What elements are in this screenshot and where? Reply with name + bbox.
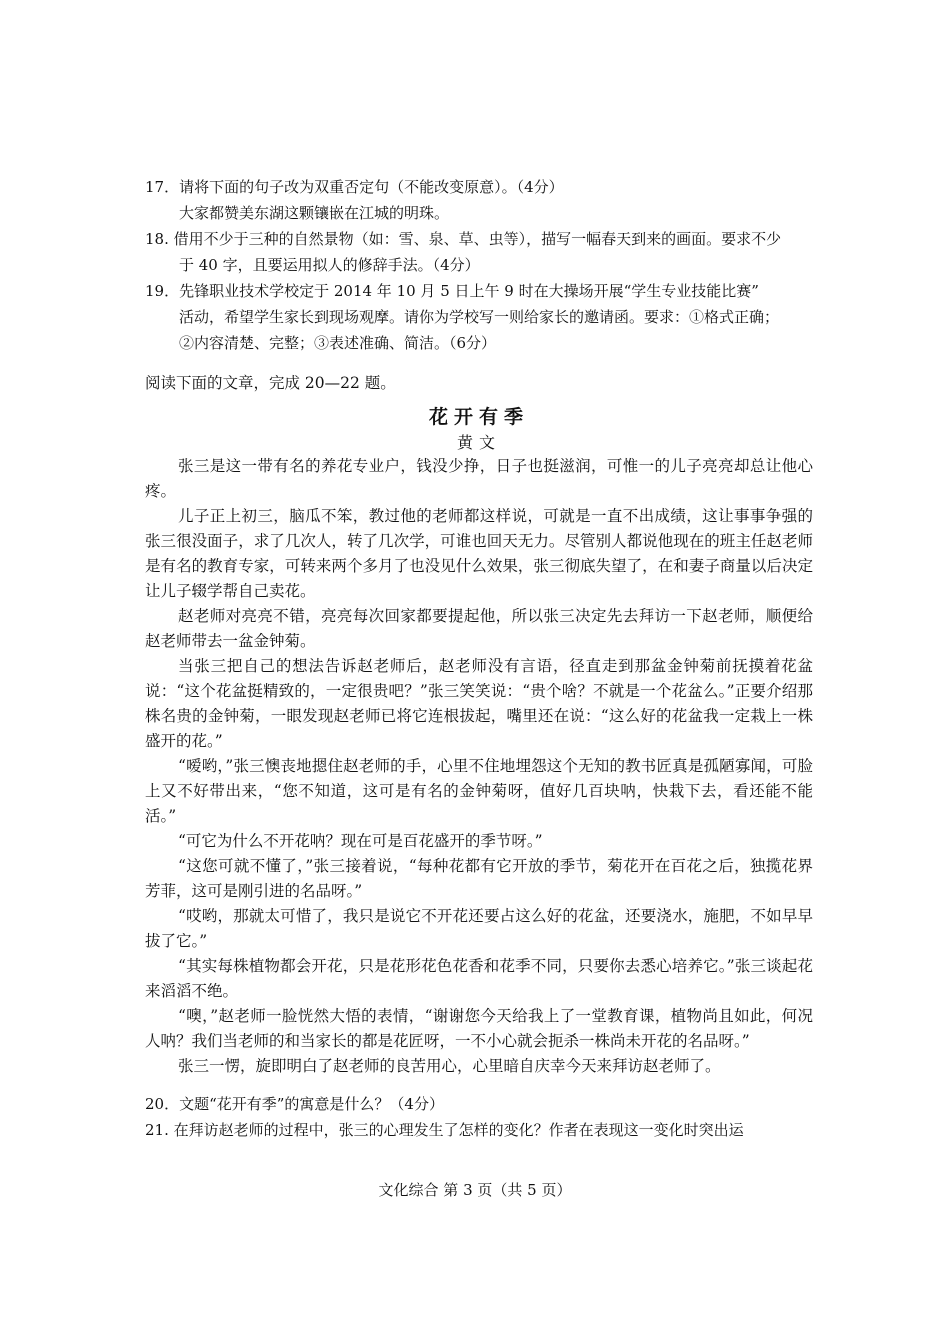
page-footer: 文化综合 第 3 页（共 5 页） bbox=[378, 1181, 572, 1199]
question-19-continuation: 活动，希望学生家长到现场观摩。请你为学校写一则给家长的邀请函。要求：①格式正确； bbox=[179, 308, 780, 326]
question-21: 21. 在拜访赵老师的过程中，张三的心理发生了怎样的变化？作者在表现这一变化时突出运 bbox=[145, 1121, 744, 1139]
article-paragraph: “这您可就不懂了，”张三接着说，“每种花都有它开放的季节，菊花开在百花之后，独揽花界芳菲，这可是刚引进的名品呀。” bbox=[145, 857, 813, 900]
question-17-sentence: 大家都赞美东湖这颗镶嵌在江城的明珠。 bbox=[179, 204, 450, 222]
article-paragraph: 当张三把自己的想法告诉赵老师后，赵老师没有言语，径直走到那盆金钟菊前抚摸着花盆说：“这个花盆挺精致的，一定很贵吧？”张三笑笑说：“贵个啥？不就是一个花盆么。”正要介绍那株名贵的金钟菊，一眼发现赵老师已将它连根拔起，嘴里还在说：“这么好的花盆我一定栽上一株盛开的花。” bbox=[145, 657, 813, 750]
article-paragraph: “其实每株植物都会开花，只是花形花色花香和花季不同，只要你去悉心培养它。”张三谈起花来滔滔不绝。 bbox=[145, 957, 813, 1000]
article-author: 黄文 bbox=[456, 433, 501, 452]
question-19 bbox=[145, 278, 813, 356]
question-19-text: 19．先锋职业技术学校定于 2014 年 10 月 5 日上午 9 时在大操场开展“学生专业技能比赛” bbox=[145, 282, 759, 300]
article-title: 花开有季 bbox=[428, 406, 529, 428]
article-paragraph: 赵老师对亮亮不错，亮亮每次回家都要提起他，所以张三决定先去拜访一下赵老师，顺便给赵老师带去一盆金钟菊。 bbox=[145, 607, 813, 650]
article-paragraph: “可它为什么不开花呐？现在可是百花盛开的季节呀。” bbox=[178, 832, 543, 850]
article-paragraph: 张三是这一带有名的养花专业户，钱没少挣，日子也挺滋润，可惟一的儿子亮亮却总让他心疼。 bbox=[145, 457, 813, 500]
article-paragraph: 张三一愣，旋即明白了赵老师的良苦用心，心里暗自庆幸今天来拜访赵老师了。 bbox=[178, 1057, 721, 1075]
question-18 bbox=[145, 226, 813, 278]
question-17 bbox=[145, 174, 813, 226]
exam-page bbox=[145, 174, 813, 1143]
question-20: 20．文题“花开有季”的寓意是什么？（4分） bbox=[145, 1095, 444, 1113]
article-paragraph: “嗳哟，”张三懊丧地摁住赵老师的手，心里不住地埋怨这个无知的教书匠真是孤陋寡闻，可脸上又不好带出来，“您不知道，这可是有名的金钟菊呀，值好几百块呐，快栽下去，看还能不能活。” bbox=[145, 757, 813, 825]
article-paragraph: 儿子正上初三，脑瓜不笨，教过他的老师都这样说，可就是一直不出成绩，这让事事争强的张三很没面子，求了几次人，转了几次学，可谁也回天无力。尽管别人都说他现在的班主任赵老师是有名的教育专家，可转来两个多月了也没见什么效果，张三彻底失望了，在和妻子商量以后决定让儿子辍学帮自己卖花。 bbox=[145, 507, 813, 600]
question-18-text: 18. 借用不少于三种的自然景物（如：雪、泉、草、虫等），描写一幅春天到来的画面。要求不少 bbox=[145, 230, 782, 248]
question-18-continuation: 于 40 字，且要运用拟人的修辞手法。（4分） bbox=[179, 256, 480, 274]
article-body bbox=[145, 454, 813, 1079]
reading-instruction: 阅读下面的文章，完成 20—22 题。 bbox=[145, 374, 396, 392]
question-19-requirements: ②内容清楚、完整；③表述准确、简洁。（6分） bbox=[179, 334, 497, 352]
article-paragraph: “哎哟，那就太可惜了，我只是说它不开花还要占这么好的花盆，还要浇水，施肥，不如早早拔了它。” bbox=[145, 907, 813, 950]
article-paragraph: “噢，”赵老师一脸恍然大悟的表情，“谢谢您今天给我上了一堂教育课，植物尚且如此，何况人呐？我们当老师的和当家长的都是花匠呀，一不小心就会扼杀一株尚未开花的名品呀。” bbox=[145, 1007, 813, 1050]
question-17-text: 17．请将下面的句子改为双重否定句（不能改变原意）。（4分） bbox=[145, 178, 564, 196]
